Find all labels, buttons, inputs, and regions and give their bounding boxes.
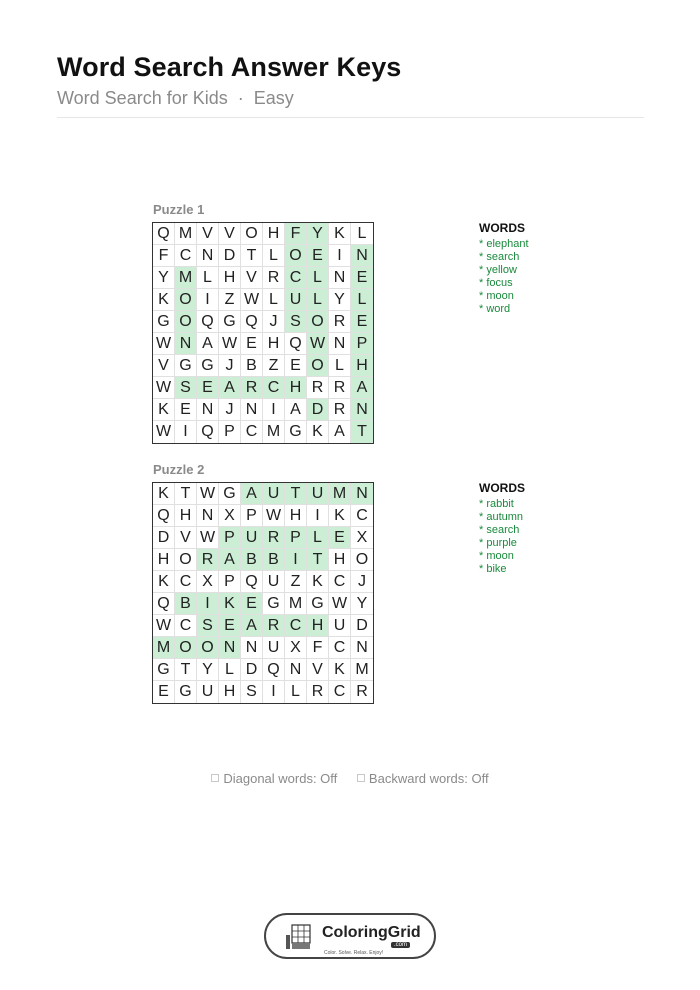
grid-cell: I [197,593,219,615]
grid-cell: K [219,593,241,615]
grid-cell: T [351,421,373,443]
grid-cell: Q [153,223,175,245]
subtitle-separator: · [237,88,244,108]
grid-cell: N [351,245,373,267]
grid-cell: E [307,245,329,267]
puzzle-1-grid [152,222,374,444]
grid-cell: F [285,223,307,245]
grid-cell: Y [307,223,329,245]
grid-cell: C [175,245,197,267]
grid-cell: A [219,549,241,571]
word-item: * autumn [479,511,524,523]
grid-cell: U [285,289,307,311]
grid-cell: M [263,421,285,443]
grid-cell: K [307,421,329,443]
grid-cell: X [351,527,373,549]
grid-cell: C [263,377,285,399]
word-item: * moon [479,550,514,562]
grid-cell: C [285,615,307,637]
grid-cell: G [263,593,285,615]
grid-cell: G [197,355,219,377]
grid-cell: K [329,505,351,527]
grid-cell: M [285,593,307,615]
word-item: * search [479,251,520,263]
grid-cell: N [241,399,263,421]
grid-cell: W [153,377,175,399]
grid-cell: W [219,333,241,355]
page-title: Word Search Answer Keys [57,52,402,82]
grid-cell: G [175,681,197,703]
grid-cell: P [219,421,241,443]
grid-cell: A [197,333,219,355]
grid-cell: H [175,505,197,527]
grid-cell: K [153,571,175,593]
grid-cell: A [329,421,351,443]
grid-cell: N [351,399,373,421]
header-divider [57,117,644,118]
grid-cell: W [197,527,219,549]
grid-cell: K [153,289,175,311]
grid-cell: D [307,399,329,421]
grid-cell: C [329,571,351,593]
grid-cell: R [241,377,263,399]
grid-cell: M [329,483,351,505]
logo-tld: .com [391,942,410,948]
grid-cell: E [241,593,263,615]
grid-cell: T [241,245,263,267]
grid-cell: U [197,681,219,703]
grid-cell: B [241,549,263,571]
grid-cell: N [351,637,373,659]
grid-cell: X [285,637,307,659]
grid-cell: M [351,659,373,681]
grid-cell: O [351,549,373,571]
grid-cell: Q [263,659,285,681]
grid-cell: K [329,223,351,245]
grid-cell: C [329,681,351,703]
grid-cell: J [219,355,241,377]
grid-cell: V [241,267,263,289]
grid-cell: K [153,399,175,421]
word-item: * yellow [479,264,517,276]
difficulty-level: Easy [253,88,294,108]
word-item: * purple [479,537,517,549]
grid-cell: N [329,267,351,289]
grid-cell: S [175,377,197,399]
grid-cell: E [351,311,373,333]
puzzle-2-word-list [479,481,525,576]
grid-cell: D [351,615,373,637]
grid-cell: E [351,267,373,289]
grid-cell: P [219,571,241,593]
grid-cell: W [263,505,285,527]
grid-cell: H [263,223,285,245]
grid-cell: X [219,505,241,527]
grid-cell: R [263,527,285,549]
diagonal-option-label: Diagonal words: Off [223,770,338,786]
grid-cell: C [241,421,263,443]
grid-cell: E [219,615,241,637]
grid-cell: G [219,311,241,333]
puzzle-2-grid [152,482,374,704]
grid-cell: P [241,505,263,527]
grid-cell: L [263,289,285,311]
grid-cell: W [153,421,175,443]
grid-cell: B [263,549,285,571]
grid-cell: Q [197,311,219,333]
grid-cell: G [153,311,175,333]
grid-cell: N [219,637,241,659]
grid-cell: C [351,505,373,527]
grid-cell: Y [329,289,351,311]
grid-cell: U [329,615,351,637]
grid-cell: R [197,549,219,571]
coloringgrid-logo[interactable] [264,913,436,959]
grid-cell: U [307,483,329,505]
grid-cell: M [175,223,197,245]
grid-cell: S [197,615,219,637]
grid-cell: W [197,483,219,505]
grid-cell: W [329,593,351,615]
grid-cell: W [307,333,329,355]
grid-cell: I [175,421,197,443]
grid-cell: R [329,311,351,333]
grid-cell: Q [197,421,219,443]
grid-cell: O [307,311,329,333]
grid-cell: Y [153,267,175,289]
grid-cell: N [329,333,351,355]
grid-cell: M [153,637,175,659]
grid-cell: J [351,571,373,593]
grid-cell: H [263,333,285,355]
grid-cell: T [175,483,197,505]
grid-cell: Q [153,505,175,527]
word-item: * elephant [479,238,529,250]
grid-cell: O [175,311,197,333]
grid-cell: H [307,615,329,637]
grid-cell: F [307,637,329,659]
grid-cell: N [197,245,219,267]
grid-cell: C [175,615,197,637]
diagonal-option [211,771,337,786]
grid-cell: P [351,333,373,355]
grid-cell: J [263,311,285,333]
grid-cell: T [307,549,329,571]
logo-tagline: Color. Solve. Relax. Enjoy! [324,950,384,956]
grid-cell: C [285,267,307,289]
grid-cell: L [307,289,329,311]
puzzle-1-word-list [479,221,529,316]
grid-cell: O [175,549,197,571]
grid-cell: K [153,483,175,505]
grid-cell: O [241,223,263,245]
grid-cell: Q [241,571,263,593]
grid-cell: W [241,289,263,311]
word-list-title: WORDS [479,221,525,235]
word-item: * search [479,524,520,536]
grid-cell: Y [351,593,373,615]
grid-cell: H [153,549,175,571]
grid-cell: H [219,681,241,703]
grid-cell: Z [263,355,285,377]
grid-cell: E [197,377,219,399]
grid-cell: N [241,637,263,659]
grid-cell: D [241,659,263,681]
grid-cell: X [197,571,219,593]
page-subtitle [57,88,294,109]
grid-cell: L [219,659,241,681]
grid-cell: L [351,223,373,245]
grid-cell: M [175,267,197,289]
grid-cell: S [285,311,307,333]
backward-option [357,771,489,786]
grid-cell: Q [241,311,263,333]
grid-cell: V [307,659,329,681]
diagonal-checkbox [211,774,219,782]
logo-name: ColoringGrid [322,924,421,941]
grid-cell: E [285,355,307,377]
grid-cell: P [219,527,241,549]
grid-cell: G [285,421,307,443]
grid-cell: A [285,399,307,421]
grid-cell: G [307,593,329,615]
grid-cell: E [153,681,175,703]
grid-cell: B [175,593,197,615]
grid-cell: H [329,549,351,571]
grid-cell: H [351,355,373,377]
grid-cell: W [153,333,175,355]
grid-cell: N [351,483,373,505]
backward-option-label: Backward words: Off [368,770,489,786]
grid-cell: G [153,659,175,681]
grid-cell: Y [197,659,219,681]
grid-cell: R [307,681,329,703]
grid-cell: K [329,659,351,681]
grid-cell: H [285,377,307,399]
grid-cell: L [329,355,351,377]
grid-cell: E [241,333,263,355]
grid-cell: N [197,505,219,527]
grid-cell: L [307,527,329,549]
grid-cell: V [175,527,197,549]
grid-cell: W [153,615,175,637]
grid-cell: T [285,483,307,505]
grid-cell: I [285,549,307,571]
grid-cell: D [219,245,241,267]
grid-cell: C [329,637,351,659]
grid-cell: I [329,245,351,267]
grid-cell: R [263,267,285,289]
puzzle-2-label: Puzzle 2 [153,462,205,477]
grid-cell: I [263,681,285,703]
grid-cell: E [329,527,351,549]
grid-cell: U [263,637,285,659]
crayon-grid-icon [284,923,314,951]
grid-cell: V [197,223,219,245]
grid-cell: N [197,399,219,421]
grid-cell: J [219,399,241,421]
grid-cell: L [351,289,373,311]
grid-cell: U [263,483,285,505]
grid-cell: V [219,223,241,245]
puzzle-options [0,770,700,786]
grid-cell: K [307,571,329,593]
backward-checkbox [357,774,365,782]
grid-cell: R [307,377,329,399]
grid-cell: I [307,505,329,527]
word-item: * rabbit [479,498,514,510]
grid-cell: P [285,527,307,549]
grid-cell: R [329,377,351,399]
grid-cell: D [153,527,175,549]
grid-cell: L [307,267,329,289]
grid-cell: A [351,377,373,399]
grid-cell: L [263,245,285,267]
grid-cell: V [153,355,175,377]
grid-cell: C [175,571,197,593]
grid-cell: R [263,615,285,637]
grid-cell: F [153,245,175,267]
grid-cell: R [351,681,373,703]
grid-cell: G [175,355,197,377]
grid-cell: O [175,637,197,659]
word-item: * word [479,303,511,315]
grid-cell: U [263,571,285,593]
grid-cell: T [175,659,197,681]
grid-cell: R [329,399,351,421]
grid-cell: O [285,245,307,267]
grid-cell: B [241,355,263,377]
word-item: * focus [479,277,513,289]
grid-cell: Q [153,593,175,615]
grid-cell: I [263,399,285,421]
word-list-title: WORDS [479,481,525,495]
grid-cell: O [197,637,219,659]
word-item: * bike [479,563,507,575]
grid-cell: Q [285,333,307,355]
grid-cell: N [285,659,307,681]
grid-cell: E [175,399,197,421]
grid-cell: Z [219,289,241,311]
grid-cell: O [307,355,329,377]
grid-cell: A [241,615,263,637]
grid-cell: G [219,483,241,505]
subtitle-text: Word Search for Kids [57,88,228,108]
grid-cell: A [219,377,241,399]
grid-cell: Z [285,571,307,593]
grid-cell: L [197,267,219,289]
grid-cell: N [175,333,197,355]
grid-cell: O [175,289,197,311]
grid-cell: I [197,289,219,311]
grid-cell: L [285,681,307,703]
grid-cell: S [241,681,263,703]
grid-cell: U [241,527,263,549]
word-item: * moon [479,290,514,302]
puzzle-1-label: Puzzle 1 [153,202,205,217]
grid-cell: A [241,483,263,505]
grid-cell: H [285,505,307,527]
grid-cell: H [219,267,241,289]
